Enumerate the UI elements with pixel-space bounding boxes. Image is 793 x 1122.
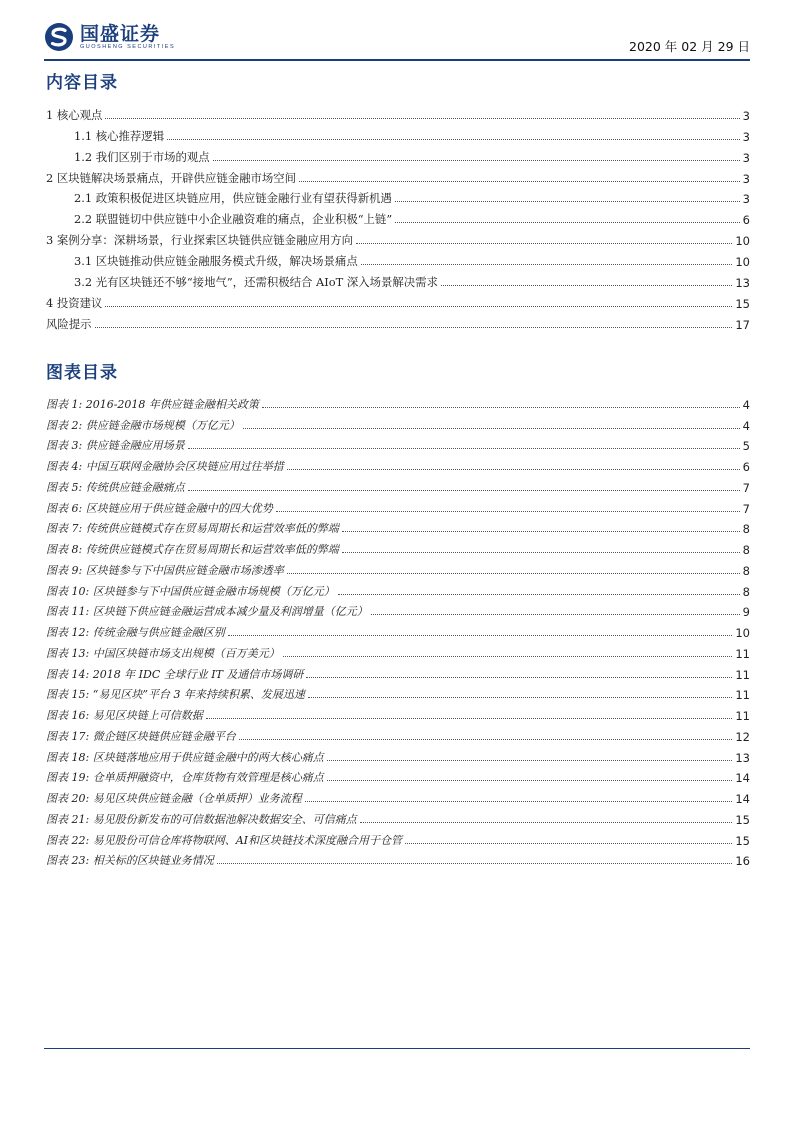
figure-entry-page: 14 — [735, 771, 750, 786]
dot-leader — [287, 573, 740, 574]
dot-leader — [243, 428, 740, 429]
toc-entry-page: 10 — [735, 255, 750, 270]
dot-leader — [356, 243, 732, 244]
dot-leader — [239, 739, 733, 740]
figure-entry[interactable] — [44, 806, 750, 827]
figure-entry-page: 4 — [742, 397, 750, 412]
figure-entry-text: 图表 14: 2018 年 IDC 全球行业 IT 及通信市场调研 — [46, 667, 304, 681]
toc-entry[interactable] — [44, 269, 750, 290]
figure-entry-page: 14 — [735, 792, 750, 806]
figure-entry-text: 图表 12: 传统金融与供应链金融区别 — [46, 626, 225, 639]
figure-entry-text: 图表 18: 区块链落地应用于供应链金融中的两大核心痛点 — [46, 750, 324, 764]
figure-entry-page: 15 — [735, 833, 750, 848]
footer-divider — [44, 1048, 750, 1049]
dot-leader — [338, 594, 740, 595]
figure-entry-text: 图表 23: 相关标的区块链业务情况 — [46, 854, 214, 868]
figure-entry[interactable] — [44, 848, 750, 869]
dot-leader — [405, 843, 732, 844]
figure-entry-text: 图表 3: 供应链金融应用场景 — [46, 439, 185, 453]
toc-entry-text: 1 核心观点 — [46, 107, 103, 122]
figure-entry[interactable] — [44, 785, 750, 806]
toc-entry-page: 6 — [742, 213, 750, 228]
toc-entry[interactable] — [44, 206, 750, 227]
toc-entry-text: 2 区块链解决场景痛点，开辟供应链金融市场空间 — [46, 170, 297, 185]
figure-entry-page: 8 — [742, 522, 750, 537]
figure-entry-page: 8 — [742, 563, 750, 578]
figures-title: 图表目录 — [46, 363, 118, 383]
dot-leader — [327, 760, 733, 761]
dot-leader — [188, 490, 740, 491]
guosheng-logo-icon — [44, 22, 74, 52]
page-header — [44, 22, 750, 58]
dot-leader — [206, 718, 733, 719]
dot-leader — [441, 285, 732, 286]
report-date: 2020 年 02 月 29 日 — [629, 39, 750, 54]
figure-entry-text: 图表 7: 传统供应链模式存在贸易周期长和运营效率低的弊端 — [46, 522, 339, 536]
dot-leader — [342, 531, 740, 532]
figure-entry[interactable] — [44, 682, 750, 703]
toc-entry[interactable] — [44, 186, 750, 207]
dot-leader — [262, 407, 740, 408]
toc-entry-page: 13 — [735, 276, 750, 291]
figure-entry-page: 13 — [735, 750, 750, 765]
toc-entry-text: 1.2 我们区别于市场的观点 — [74, 149, 210, 164]
dot-leader — [361, 264, 733, 265]
figure-entry-text: 图表 1: 2016-2018 年供应链金融相关政策 — [46, 397, 259, 411]
toc-entry-page: 3 — [742, 192, 750, 207]
toc-entry-page: 10 — [735, 234, 750, 249]
figure-entry[interactable] — [44, 702, 750, 723]
toc-entry-page: 3 — [742, 129, 750, 144]
figure-entry-page: 15 — [735, 812, 750, 827]
figure-entry-page: 7 — [742, 501, 750, 516]
figure-entry-page: 5 — [742, 439, 750, 454]
figure-entry[interactable] — [44, 536, 750, 557]
company-logo — [44, 22, 175, 52]
figure-entry-page: 11 — [735, 709, 750, 723]
figure-entry[interactable] — [44, 765, 750, 786]
toc-entry-page: 3 — [742, 171, 750, 186]
figure-entry[interactable] — [44, 827, 750, 848]
figure-entry-text: 图表 6: 区块链应用于供应链金融中的四大优势 — [46, 501, 273, 515]
dot-leader — [371, 614, 740, 615]
figure-entry-page: 11 — [735, 667, 750, 682]
dot-leader — [217, 863, 733, 864]
toc-entry-text: 4 投资建议 — [46, 295, 103, 310]
figure-entry[interactable] — [44, 723, 750, 744]
figure-entry[interactable] — [44, 433, 750, 454]
toc-entry[interactable] — [44, 311, 750, 332]
toc-entry-text: 3.1 区块链推动供应链金融服务模式升级，解决场景痛点 — [74, 254, 358, 269]
dot-leader — [395, 201, 740, 202]
dot-leader — [283, 656, 733, 657]
dot-leader — [287, 469, 740, 470]
toc-entry-page: 17 — [735, 317, 750, 332]
toc-entry-text: 1.1 核心推荐逻辑 — [74, 128, 165, 143]
dot-leader — [342, 552, 740, 553]
dot-leader — [306, 677, 732, 678]
dot-leader — [305, 801, 733, 802]
figure-entry[interactable] — [44, 516, 750, 537]
dot-leader — [308, 697, 732, 698]
figure-entry-page: 8 — [742, 543, 750, 557]
figure-entry-page: 11 — [735, 646, 750, 661]
toc-entry[interactable] — [44, 165, 750, 186]
figure-entry-text: 图表 17: 微企链区块链供应链金融平台 — [46, 729, 236, 743]
figure-entry-text: 图表 13: 中国区块链市场支出规模（百万美元） — [46, 646, 280, 660]
toc-entry-page: 3 — [742, 150, 750, 165]
header-divider — [44, 59, 750, 61]
figure-entry[interactable] — [44, 599, 750, 620]
table-of-contents — [44, 102, 750, 332]
dot-leader — [167, 139, 740, 140]
figure-entry-page: 7 — [742, 480, 750, 495]
toc-title: 内容目录 — [46, 73, 118, 93]
figure-entry-page: 12 — [735, 729, 750, 744]
figure-entry[interactable] — [44, 453, 750, 474]
figure-entry[interactable] — [44, 557, 750, 578]
figure-entry-page: 16 — [735, 854, 750, 869]
toc-entry-text: 2.2 联盟链切中供应链中小企业融资难的痛点，企业积极“上链” — [74, 212, 393, 227]
figure-entry-text: 图表 2: 供应链金融市场规模（万亿元） — [46, 418, 240, 432]
dot-leader — [105, 306, 732, 307]
toc-entry[interactable] — [44, 248, 750, 269]
toc-entry-page: 15 — [735, 296, 750, 311]
figure-entry[interactable] — [44, 619, 750, 640]
dot-leader — [213, 160, 740, 161]
dot-leader — [276, 511, 740, 512]
figure-entry-text: 图表 20: 易见区块供应链金融（仓单质押）业务流程 — [46, 792, 302, 805]
toc-entry[interactable] — [44, 102, 750, 123]
figure-entry-text: 图表 5: 传统供应链金融痛点 — [46, 480, 185, 494]
dot-leader — [299, 181, 740, 182]
figure-entry[interactable] — [44, 578, 750, 599]
logo-chinese-name: 国盛证券 — [80, 22, 161, 45]
figure-entry-text: 图表 16: 易见区块链上可信数据 — [46, 709, 203, 722]
figure-entry-text: 图表 15: “易见区块”平台 3 年来持续积累、发展迅速 — [46, 688, 305, 702]
toc-entry-text: 3.2 光有区块链还不够“接地气”，还需积极结合 AIoT 深入场景解决需求 — [74, 275, 438, 290]
logo-english-name: GUOSHENG SECURITIES — [80, 43, 176, 50]
toc-entry[interactable] — [44, 144, 750, 165]
figure-entry[interactable] — [44, 412, 750, 433]
figure-entry-text: 图表 19: 仓单质押融资中，仓库货物有效管理是核心痛点 — [46, 771, 324, 785]
dot-leader — [228, 635, 733, 636]
dot-leader — [188, 448, 740, 449]
dot-leader — [95, 327, 733, 328]
figure-entry-page: 4 — [742, 418, 750, 433]
figure-entry-page: 9 — [742, 605, 750, 620]
figure-entry-text: 图表 10: 区块链参与下中国供应链金融市场规模（万亿元） — [46, 584, 335, 598]
toc-entry[interactable] — [44, 290, 750, 311]
toc-entry[interactable] — [44, 227, 750, 248]
figure-entry-text: 图表 9: 区块链参与下中国供应链金融市场渗透率 — [46, 563, 284, 577]
figure-entry[interactable] — [44, 744, 750, 765]
figure-entry-text: 图表 21: 易见股份新发布的可信数据池解决数据安全、可信痛点 — [46, 812, 357, 826]
figure-entry[interactable] — [44, 391, 750, 412]
dot-leader — [327, 780, 733, 781]
toc-entry-text: 3 案例分享：深耕场景，行业探索区块链供应链金融应用方向 — [46, 233, 354, 248]
figure-entry-text: 图表 4: 中国互联网金融协会区块链应用过往举措 — [46, 460, 284, 473]
figure-entry-page: 8 — [742, 584, 750, 599]
figure-entry[interactable] — [44, 495, 750, 516]
figure-entry-page: 6 — [742, 460, 750, 474]
figure-entry-text: 图表 11: 区块链下供应链金融运营成本减少量及利润增量（亿元） — [46, 605, 368, 619]
figure-entry[interactable] — [44, 474, 750, 495]
dot-leader — [360, 822, 733, 823]
figure-entry-page: 10 — [735, 626, 750, 640]
toc-entry[interactable] — [44, 123, 750, 144]
figure-entry[interactable] — [44, 640, 750, 661]
dot-leader — [105, 118, 739, 119]
toc-entry-page: 3 — [742, 108, 750, 123]
figure-entry-text: 图表 22: 易见股份可信仓库将物联网、AI和区块链技术深度融合用于仓管 — [46, 833, 402, 847]
list-of-figures — [44, 391, 750, 868]
toc-entry-text: 风险提示 — [46, 316, 92, 331]
toc-entry-text: 2.1 政策积极促进区块链应用，供应链金融行业有望获得新机遇 — [74, 191, 392, 206]
dot-leader — [395, 222, 740, 223]
figure-entry[interactable] — [44, 661, 750, 682]
figure-entry-page: 11 — [735, 688, 750, 703]
figure-entry-text: 图表 8: 传统供应链模式存在贸易周期长和运营效率低的弊端 — [46, 543, 339, 556]
